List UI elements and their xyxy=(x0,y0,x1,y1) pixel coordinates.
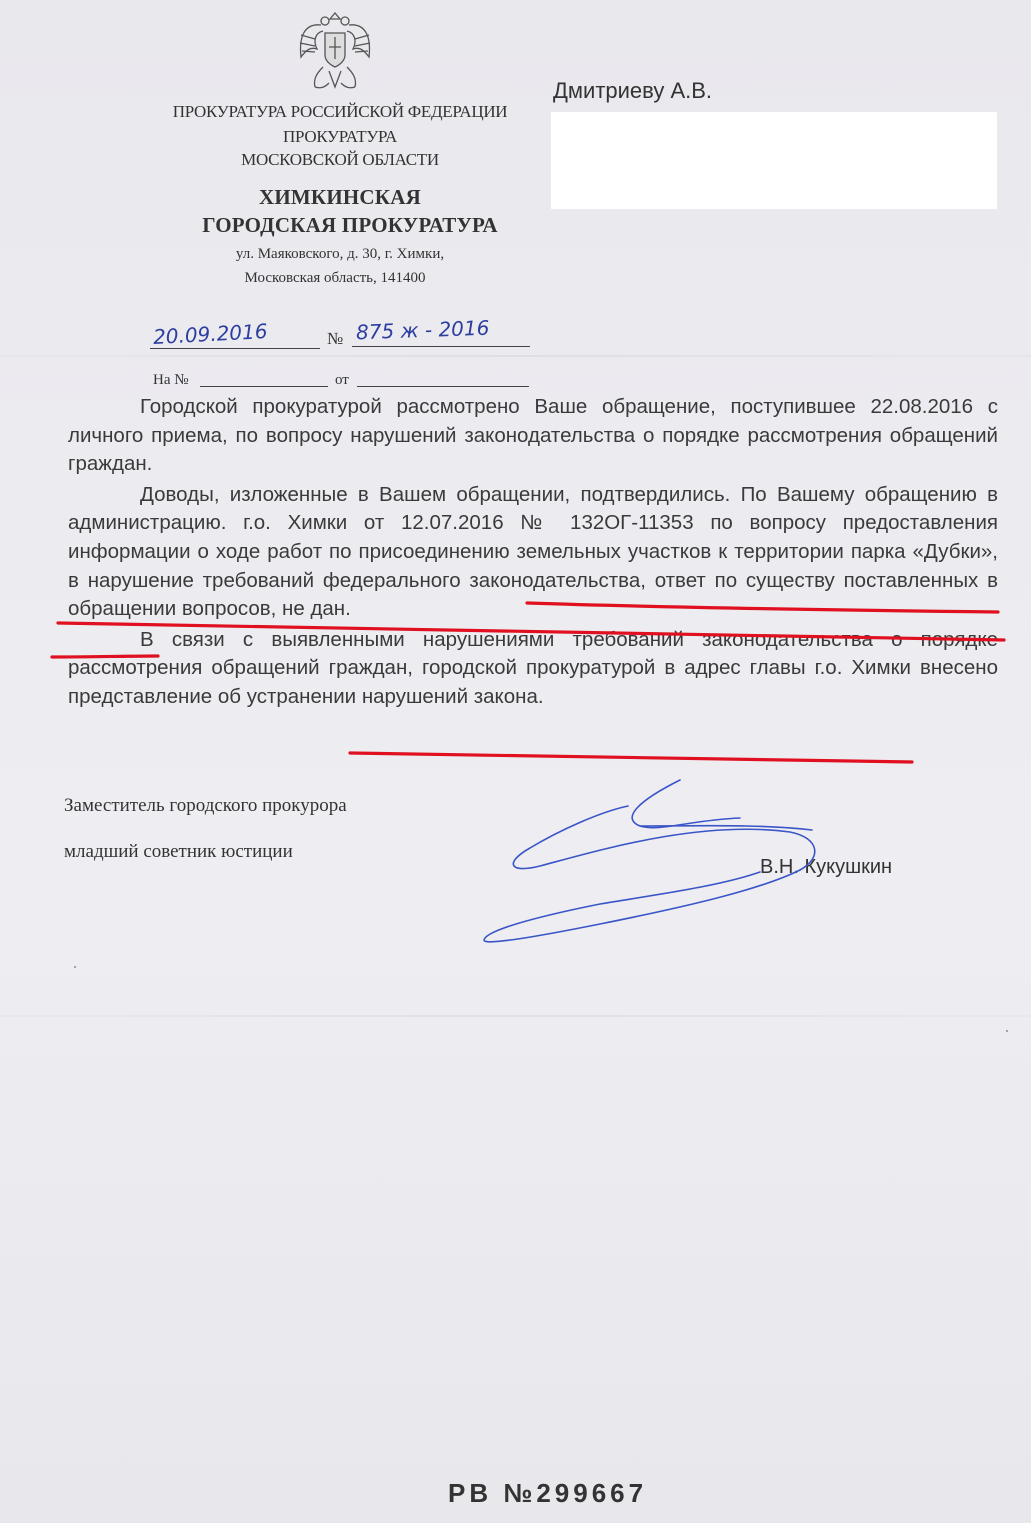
header-line-3: МОСКОВСКОЙ ОБЛАСТИ xyxy=(241,150,439,169)
form-serial-number: РВ №299667 xyxy=(448,1478,648,1508)
paragraph-2-text: Доводы, изложенные в Вашем обращении, подтвердились. По Вашему обращению в администрацию. г.о. Химки от 12.07.2016 № 132ОГ-11353 по вопросу предоставления информации о ходе работ по присоединению земельных участков к территории парка «Дубки», xyxy=(68,482,998,563)
paragraph-2 xyxy=(68,481,998,624)
redacted-address xyxy=(551,112,997,209)
red-underline xyxy=(350,753,912,762)
paper-speck xyxy=(1006,1030,1008,1032)
paper-fold xyxy=(0,1015,1031,1017)
coat-of-arms-icon xyxy=(295,5,375,95)
date-line xyxy=(150,348,320,349)
signatory-title: Заместитель городского прокурора xyxy=(64,795,347,816)
paper-speck xyxy=(74,966,76,968)
header-line-1: ПРОКУРАТУРА РОССИЙСКОЙ ФЕДЕРАЦИИ xyxy=(172,102,508,121)
recipient-name: Дмитриеву А.В. xyxy=(553,78,713,103)
reference-number-label: На № xyxy=(153,372,189,388)
outgoing-number: 875 ж - 2016 xyxy=(355,315,490,345)
header-line-2: ПРОКУРАТУРА xyxy=(283,127,397,146)
outgoing-date: 20.09.2016 xyxy=(152,319,269,349)
org-name-line-2: ГОРОДСКАЯ ПРОКУРАТУРА xyxy=(202,213,498,237)
signatory-name: В.Н. Кукушкин xyxy=(760,856,893,878)
address-line-2: Московская область, 141400 xyxy=(244,270,426,286)
paragraph-3-highlight: представление об устранении нарушений закона. xyxy=(68,684,544,708)
number-sign: № xyxy=(327,329,344,348)
reference-date-line xyxy=(357,386,529,387)
paragraph-2-highlight: в нарушение требований федерального законодательства, ответ по существу поставленных в обращении вопросов, не дан. xyxy=(68,568,998,621)
paper-fold xyxy=(0,355,1031,357)
letter-body xyxy=(68,393,998,712)
address-line-1: ул. Маяковского, д. 30, г. Химки, xyxy=(235,246,445,262)
reference-number-line xyxy=(200,386,328,387)
paragraph-3 xyxy=(68,626,998,712)
number-line xyxy=(352,346,530,347)
reference-date-label: от xyxy=(335,372,349,388)
paragraph-1: Городской прокуратурой рассмотрено Ваше обращение, поступившее 22.08.2016 с личного приема, по вопросу нарушений законодательства о порядке рассмотрения обращений граждан. xyxy=(68,395,998,476)
signatory-rank: младший советник юстиции xyxy=(64,841,293,862)
paragraph-3-text: В связи с выявленными нарушениями требований законодательства о порядке рассмотрения обращений граждан, городской прокуратурой в адрес главы г.о. Химки внесено xyxy=(68,627,998,680)
org-name-line-1: ХИМКИНСКАЯ xyxy=(259,185,421,209)
